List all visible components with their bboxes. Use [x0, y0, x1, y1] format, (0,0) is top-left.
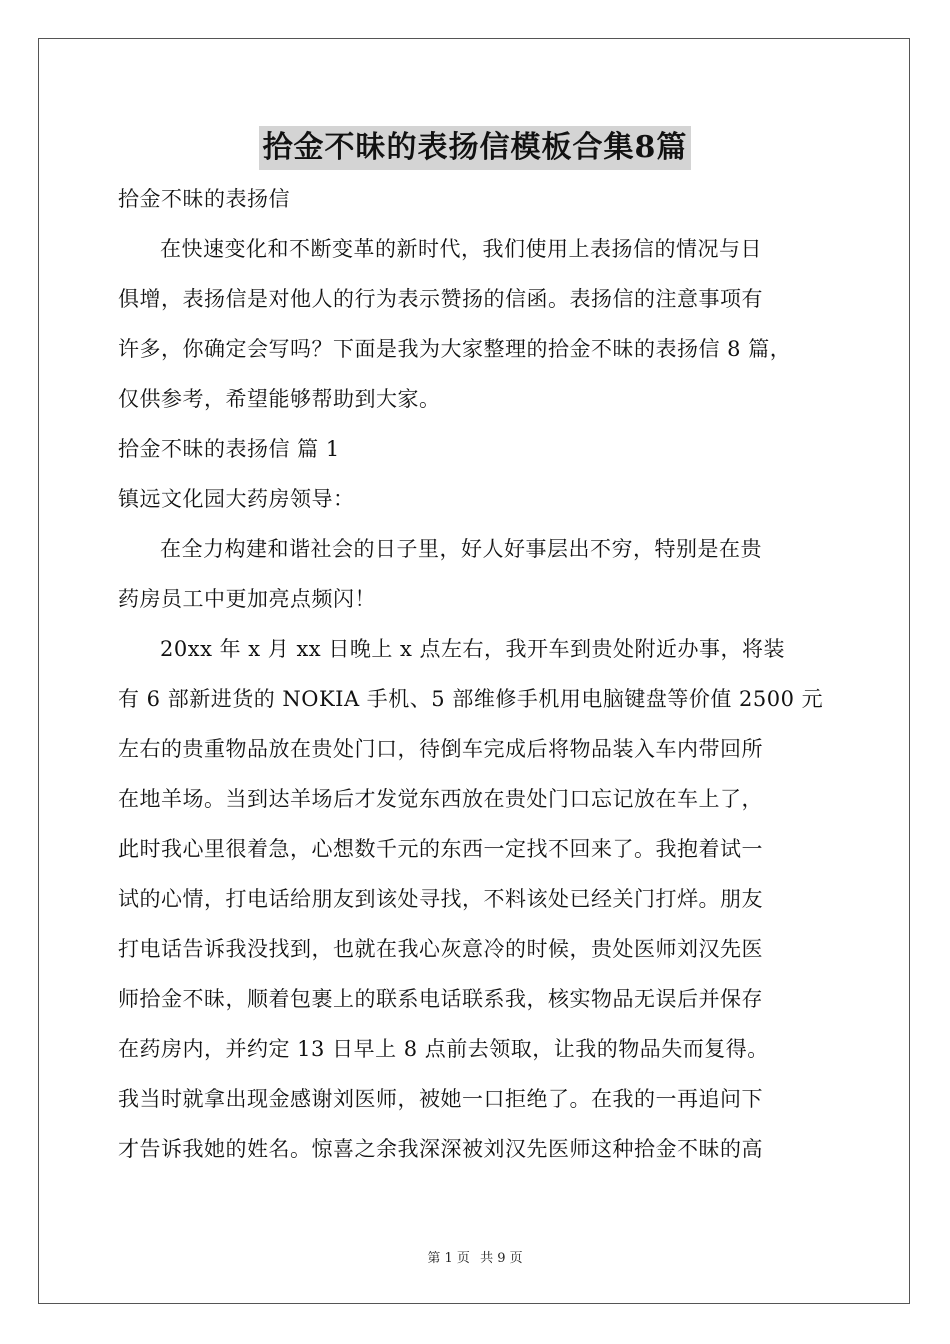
paragraph-line: 此时我心里很着急，心想数千元的东西一定找不回来了。我抱着试一	[118, 837, 763, 861]
intro-line: 俱增，表扬信是对他人的行为表示赞扬的信函。表扬信的注意事项有	[118, 287, 763, 311]
section-heading: 拾金不昧的表扬信	[118, 187, 290, 211]
paragraph-line: 在地羊场。当到达羊场后才发觉东西放在贵处门口忘记放在车上了，	[118, 787, 763, 811]
paragraph-line: 打电话告诉我没找到，也就在我心灰意冷的时候，贵处医师刘汉先医	[118, 937, 763, 961]
paragraph-line: 有 6 部新进货的 NOKIA 手机、5 部维修手机用电脑键盘等价值 2500 元	[118, 687, 824, 711]
paragraph-line: 药房员工中更加亮点频闪！	[118, 587, 376, 611]
paragraph-line: 在全力构建和谐社会的日子里，好人好事层出不穷，特别是在贵	[160, 537, 762, 561]
page-total: 共 9 页	[480, 1251, 523, 1266]
page-number: 第 1 页	[427, 1251, 470, 1266]
paragraph-line: 师拾金不昧，顺着包裹上的联系电话联系我，核实物品无误后并保存	[118, 987, 763, 1011]
paragraph-line: 20xx 年 x 月 xx 日晚上 x 点左右，我开车到贵处附近办事，将装	[160, 637, 786, 661]
paragraph-line: 在药房内，并约定 13 日早上 8 点前去领取，让我的物品失而复得。	[118, 1037, 769, 1061]
salutation: 镇远文化园大药房领导：	[118, 487, 355, 511]
intro-paragraph	[118, 224, 836, 424]
intro-line: 许多，你确定会写吗？下面是我为大家整理的拾金不昧的表扬信 8 篇，	[118, 337, 792, 361]
document-body	[118, 174, 836, 1174]
intro-line: 在快速变化和不断变革的新时代，我们使用上表扬信的情况与日	[160, 237, 762, 261]
intro-line: 仅供参考，希望能够帮助到大家。	[118, 387, 441, 411]
document-title: 拾金不昧的表扬信模板合集8篇	[259, 126, 692, 170]
paragraph-1	[118, 524, 836, 624]
page-footer	[0, 1247, 950, 1266]
paragraph-line: 才告诉我她的姓名。惊喜之余我深深被刘汉先医师这种拾金不昧的高	[118, 1137, 763, 1161]
letter-heading: 拾金不昧的表扬信 篇 1	[118, 437, 340, 461]
title-container	[0, 126, 950, 170]
paragraph-line: 试的心情，打电话给朋友到该处寻找，不料该处已经关门打烊。朋友	[118, 887, 763, 911]
paragraph-line: 我当时就拿出现金感谢刘医师，被她一口拒绝了。在我的一再追问下	[118, 1087, 763, 1111]
paragraph-line: 左右的贵重物品放在贵处门口，待倒车完成后将物品装入车内带回所	[118, 737, 763, 761]
paragraph-2	[118, 624, 836, 1174]
